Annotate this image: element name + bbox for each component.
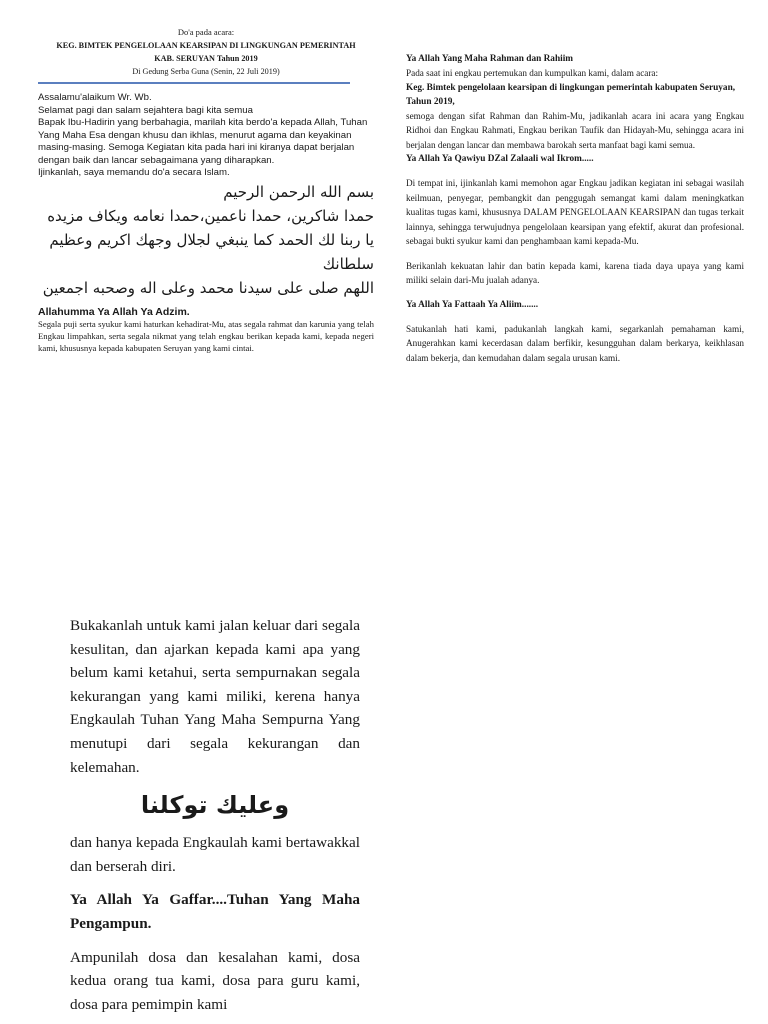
section-heading: Ya Allah Ya Fattaah Ya Aliim....... <box>406 299 539 310</box>
section-heading: Ya Allah Yang Maha Rahman dan Rahiim <box>406 54 574 64</box>
paragraph: dan hanya kepada Engkaulah kami bertawakkal dan berserah diri. <box>70 834 360 875</box>
header-divider <box>38 82 350 84</box>
opening-text <box>38 92 374 180</box>
arabic-line: حمدا شاكرين، حمدا ناعمين،حمدا نعامه ويكاف مزيده <box>47 206 374 225</box>
greeting-line: Selamat pagi dan salam sejahtera bagi kita semua <box>38 104 253 116</box>
left-column <box>38 26 374 354</box>
right-column <box>406 52 744 365</box>
paragraph: Pada saat ini engkau pertemukan dan kumpulkan kami, dalam acara: <box>406 68 659 78</box>
paragraph: semoga dengan sifat Rahman dan Rahim-Mu, jadikanlah acara ini acara yang Engkau Ridhoi dan Engkau Rahmati, Engkau berikan Taufik dan Hidayah-Mu, sehingga acara ini berjalan dengan lancar dan membawa barokah serta manfaat bagi kami semua. <box>406 110 744 150</box>
section-heading: Ya Allah Ya Gaffar....Tuhan Yang Maha Pengampun. <box>70 891 360 932</box>
event-org: KAB. SERUYAN Tahun 2019 <box>154 54 258 63</box>
paragraph: Ampunilah dosa dan kesalahan kami, dosa kedua orang tua kami, dosa para guru kami, dosa para pemimpin kami <box>70 948 360 1013</box>
praise-paragraph: Segala puji serta syukur kami haturkan kehadirat-Mu, atas segala rahmat dan karunia yang telah Engkau limpahkan, serta segala nikmat yang telah engkau berikan kepada kami, kepada negeri kami, khususnya kepada kabupaten Seruyan yang kami cintai. <box>38 318 374 354</box>
bottom-page <box>70 614 360 1016</box>
arabic-phrase: وعليك توكلنا <box>140 791 290 820</box>
doc-title: Do'a pada acara: <box>177 27 235 37</box>
arabic-prayer <box>38 180 374 300</box>
greeting-line: Assalamu'alaikum Wr. Wb. <box>38 92 152 103</box>
section-heading: Allahumma Ya Allah Ya Adzim. <box>38 305 190 318</box>
paragraph: Bukakanlah untuk kami jalan keluar dari segala kesulitan, dan ajarkan kepada kami apa yang belum kami ketahui, serta sempurnakan segala kekurangan yang kami miliki, kerena hanya Engkaulah Tuhan Yang Maha Sempurna Yang menutupi dari segala kekurangan dan kelemahan. <box>70 617 360 776</box>
invitation-paragraph: Bapak Ibu-Hadirin yang berbahagia, marilah kita berdo'a kepada Allah, Tuhan Yang Maha Esa dengan khusu dan ikhlas, menurut agama dan keyakinan masing-masing. Semoga Kegiatan kita pada hari ini kiranya dapat berjalan dengan baik dan lancar sebagaimana yang diharapkan. <box>38 117 368 166</box>
guide-line: Ijinkanlah, saya memandu do'a secara Islam. <box>38 167 230 178</box>
event-venue: Di Gedung Serba Guna (Senin, 22 Juli 2019) <box>132 67 280 76</box>
section-heading: Ya Allah Ya Qawiyu DZal Zalaali wal Ikrom..... <box>406 154 594 164</box>
arabic-line: بسم الله الرحمن الرحيم <box>223 182 374 201</box>
arabic-line: يا ربنا لك الحمد كما ينبغي لجلال وجهك اكريم وعظيم سلطانك <box>49 230 374 273</box>
paragraph: Berikanlah kekuatan lahir dan batin kepada kami, karena tiada daya upaya yang kami miliki selain dari-Mu jualah adanya. <box>406 260 744 285</box>
event-line: Keg. Bimtek pengelolaan kearsipan di lingkungan pemerintah kabupaten Seruyan, Tahun 2019, <box>406 82 736 107</box>
document-header <box>38 26 374 78</box>
event-name: KEG. BIMTEK PENGELOLAAN KEARSIPAN DI LINGKUNGAN PEMERINTAH <box>56 41 356 50</box>
arabic-line: اللهم صلى على سيدنا محمد وعلى اله وصحبه اجمعين <box>42 278 374 297</box>
paragraph: Satukanlah hati kami, padukanlah langkah kami, segarkanlah pemahaman kami, Anugerahkan kami kecerdasan dalam berfikir, kesungguhan dalam berkarya, keikhlasan dalam bekerja, dan kemudahan dalam segala urusan kami. <box>406 323 744 363</box>
paragraph: Di tempat ini, ijinkanlah kami memohon agar Engkau jadikan kegiatan ini sebagai wasilah keilmuan, penyegar, pembangkit dan penggugah semangat kami dalam meningkatkan kualitas tugas kami, khususnya DALAM PENGELOLAAN KEARSIPAN dan tugas terkait lainnya, sehingga terwujudnya pengelolaan kearsipan yang efektif, akurat dan profesional. sebagai bukti syukur kami dan penghambaan kami kepada-Mu. <box>406 178 744 246</box>
